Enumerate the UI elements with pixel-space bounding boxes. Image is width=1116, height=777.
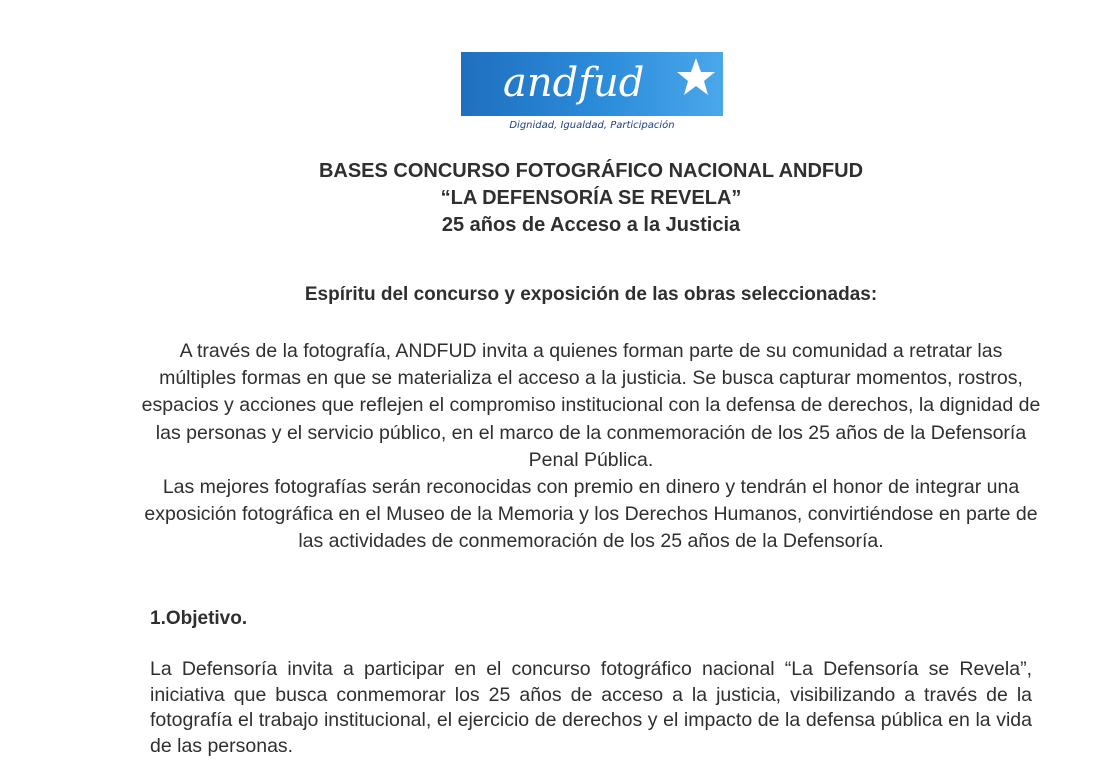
- spirit-heading: Espíritu del concurso y exposición de las obras seleccionadas:: [304, 284, 878, 305]
- spirit-paragraph-1: A través de la fotografía, ANDFUD invita a quienes forman parte de su comunidad a retratar las múltiples formas en que se materializa el acceso a la justicia. Se busca capturar momentos, rostros, espacios y acciones que reflejen el compromiso institucional con la defensa de derechos, la dignidad de las personas y el servicio público, en el marco de la conmemoración de los 25 años de la Defensoría Penal Pública.: [141, 340, 1041, 471]
- star-icon: [675, 56, 717, 98]
- title-line-3: 25 años de Acceso a la Justicia: [441, 214, 741, 236]
- spirit-paragraph-2: Las mejores fotografías serán reconocidas con premio en dinero y tendrán el honor de integrar una exposición fotográfica en el Museo de la Memoria y los Derechos Humanos, convirtiéndose en parte de las actividades de conmemoración de los 25 años de la Defensoría.: [144, 476, 1038, 553]
- logo-band: [461, 52, 723, 116]
- title-line-1: BASES CONCURSO FOTOGRÁFICO NACIONAL ANDFUD: [318, 160, 864, 182]
- title-line-2: “LA DEFENSORÍA SE REVELA”: [440, 187, 742, 209]
- objective-body: La Defensoría invita a participar en el concurso fotográfico nacional “La Defensoría se Revela”, iniciativa que busca conmemorar los 25 años de acceso a la justicia, visibilizando a través de la fotografía el trabajo institucional, el ejercicio de derechos y el impacto de la defensa pública en la vida de las personas.: [150, 658, 1032, 757]
- logo-wordmark: andfud: [503, 60, 645, 106]
- andfud-logo: [461, 52, 723, 138]
- logo-tagline: Dignidad, Igualdad, Participación: [509, 120, 675, 131]
- spirit-body: [140, 338, 1042, 556]
- document-title: [140, 158, 1042, 239]
- objective-heading: 1.Objetivo.: [150, 608, 248, 629]
